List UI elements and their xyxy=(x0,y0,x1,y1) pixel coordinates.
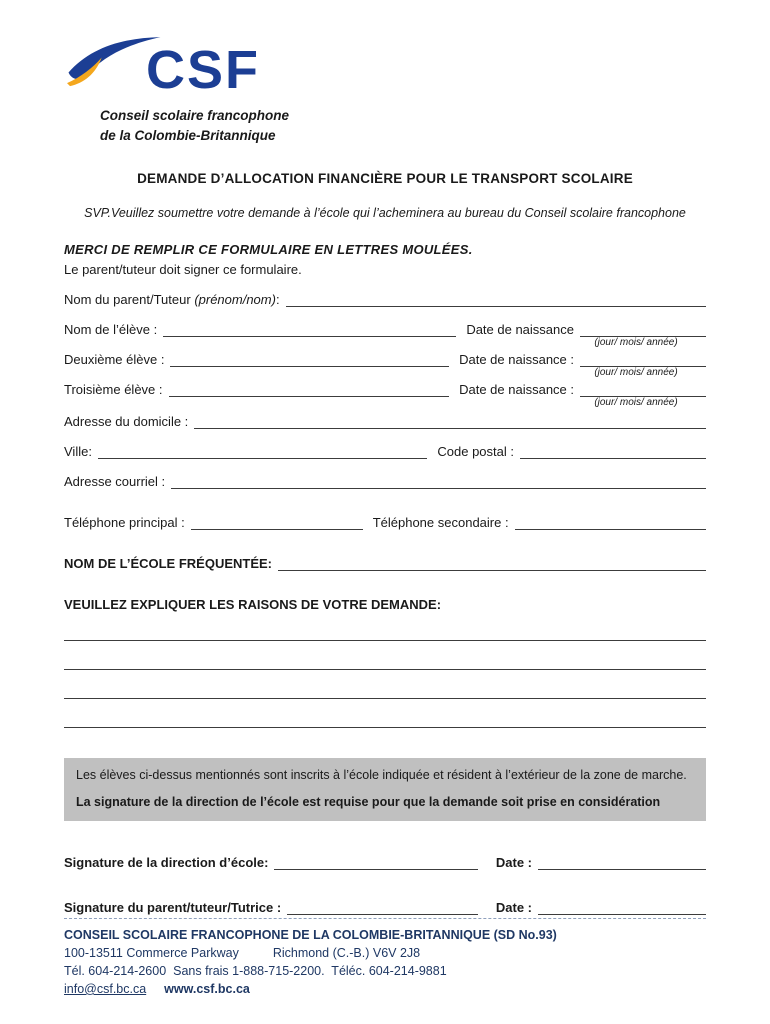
school-field[interactable] xyxy=(278,556,706,571)
student-1-dob-label: Date de naissance xyxy=(466,321,574,337)
footer-website-link[interactable]: www.csf.bc.ca xyxy=(164,981,250,996)
csf-logo-text: CSF xyxy=(146,39,260,100)
submission-note: SVP.Veuillez soumettre votre demande à l’école qui l’acheminera au bureau du Conseil scolaire francophone xyxy=(84,205,686,220)
student-3-row xyxy=(64,382,706,397)
instruction-bold: MERCI DE REMPLIR CE FORMULAIRE EN LETTRES MOULÉES. xyxy=(64,241,473,257)
footer-address-city: Richmond (C.-B.) V6V 2J8 xyxy=(272,945,421,960)
footer-links xyxy=(64,980,706,998)
footer-phones: Tél. 604-214-2600 Sans frais 1-888-715-2200. Téléc. 604-214-9881 xyxy=(64,963,447,978)
csf-logo xyxy=(64,30,706,100)
org-name-line2: de la Colombie-Britannique xyxy=(100,128,276,144)
eligibility-notice-line1: Les élèves ci-dessus mentionnés sont inscrits à l’école indiquée et résident à l’extérieur de la zone de marche. xyxy=(76,767,687,782)
director-signature-label: Signature de la direction d’école: xyxy=(64,854,269,870)
footer-org-name: CONSEIL SCOLAIRE FRANCOPHONE DE LA COLOMBIE-BRITANNIQUE (SD No.93) xyxy=(64,927,557,942)
instruction-plain: Le parent/tuteur doit signer ce formulaire. xyxy=(64,261,302,277)
student-1-dob-field[interactable] xyxy=(580,322,706,337)
student-2-dob-hint: (jour/ mois/ année) xyxy=(594,366,678,378)
parent-signature-label: Signature du parent/tuteur/Tutrice : xyxy=(64,899,282,915)
phone-alt-field[interactable] xyxy=(515,515,706,530)
reasons-label: VEUILLEZ EXPLIQUER LES RAISONS DE VOTRE DEMANDE: xyxy=(64,596,442,612)
student-2-dob-field[interactable] xyxy=(580,352,706,367)
parent-name-field[interactable] xyxy=(286,292,706,307)
student-2-dob-label: Date de naissance : xyxy=(459,351,574,367)
reasons-field-line-2[interactable] xyxy=(64,669,706,670)
student-2-row xyxy=(64,352,706,367)
parent-signature-field[interactable] xyxy=(287,900,478,915)
page-title: DEMANDE D’ALLOCATION FINANCIÈRE POUR LE TRANSPORT SCOLAIRE xyxy=(137,170,633,186)
student-1-name-label: Nom de l’élève : xyxy=(64,321,158,337)
city-field[interactable] xyxy=(98,444,427,459)
student-3-name-field[interactable] xyxy=(169,382,450,397)
student-2-name-field[interactable] xyxy=(170,352,449,367)
director-date-field[interactable] xyxy=(538,855,706,870)
phone-main-field[interactable] xyxy=(191,515,363,530)
student-3-dob-field[interactable] xyxy=(580,382,706,397)
student-2-dob-hint-row xyxy=(64,367,706,380)
email-row xyxy=(64,474,706,489)
student-1-dob-hint: (jour/ mois/ année) xyxy=(594,336,678,348)
student-3-dob-hint: (jour/ mois/ année) xyxy=(594,396,678,408)
footer-email-link[interactable]: info@csf.bc.ca xyxy=(64,981,147,996)
student-1-dob-hint-row xyxy=(64,337,706,350)
footer-address-street: 100-13511 Commerce Parkway xyxy=(64,945,239,960)
director-signature-row xyxy=(64,855,706,870)
student-2-name-label: Deuxième élève : xyxy=(64,351,165,367)
org-name xyxy=(100,106,706,147)
student-3-dob-hint-row xyxy=(64,397,706,410)
student-1-row xyxy=(64,322,706,337)
address-field[interactable] xyxy=(194,414,706,429)
email-label: Adresse courriel : xyxy=(64,473,166,489)
address-row xyxy=(64,414,706,429)
parent-date-field[interactable] xyxy=(538,900,706,915)
director-signature-field[interactable] xyxy=(274,855,477,870)
phone-alt-label: Téléphone secondaire : xyxy=(372,514,509,530)
parent-name-label-colon: : xyxy=(275,291,280,307)
student-3-dob-label: Date de naissance : xyxy=(459,381,574,397)
director-date-label: Date : xyxy=(495,854,532,870)
school-row xyxy=(64,556,706,571)
parent-name-row xyxy=(64,292,706,307)
student-3-name-label: Troisième élève : xyxy=(64,381,163,397)
footer-address xyxy=(64,944,706,962)
reasons-field-line-3[interactable] xyxy=(64,698,706,699)
student-1-name-field[interactable] xyxy=(163,322,456,337)
parent-name-label xyxy=(64,292,286,307)
eligibility-notice-line2: La signature de la direction de l’école est requise pour que la demande soit prise en considération xyxy=(76,794,661,809)
parent-name-label-text: Nom du parent/Tuteur xyxy=(64,291,195,307)
city-postal-row xyxy=(64,444,706,459)
city-label: Ville: xyxy=(64,443,92,459)
parent-date-label: Date : xyxy=(495,899,532,915)
parent-name-label-detail: (prénom/nom) xyxy=(194,291,276,307)
reasons-field-line-4[interactable] xyxy=(64,727,706,728)
postal-field[interactable] xyxy=(520,444,706,459)
eligibility-notice xyxy=(64,758,706,821)
reasons-field-line-1[interactable] xyxy=(64,640,706,641)
parent-signature-row xyxy=(64,900,706,915)
school-label: NOM DE L’ÉCOLE FRÉQUENTÉE: xyxy=(64,555,273,571)
footer xyxy=(64,918,706,999)
postal-label: Code postal : xyxy=(437,443,514,459)
email-field[interactable] xyxy=(171,474,706,489)
phones-row xyxy=(64,515,706,530)
org-name-line1: Conseil scolaire francophone xyxy=(100,108,290,123)
phone-main-label: Téléphone principal : xyxy=(64,514,185,530)
reasons-label-row xyxy=(64,597,706,612)
address-label: Adresse du domicile : xyxy=(64,413,189,429)
